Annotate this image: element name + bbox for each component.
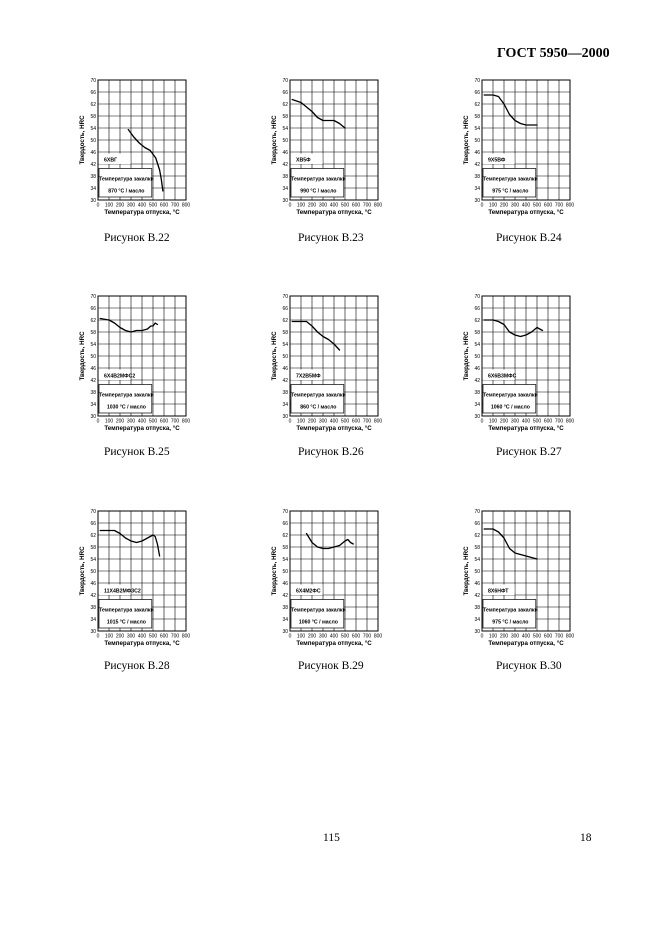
y-tick-label: 58: [282, 113, 288, 120]
y-tick-label: 30: [282, 413, 288, 420]
x-tick-label: 100: [488, 418, 498, 425]
y-axis-label: Твердость, HRC: [79, 115, 86, 165]
y-tick-label: 54: [282, 125, 288, 132]
caption-b27: Рисунок В.27: [496, 446, 562, 458]
x-tick-label: 600: [159, 418, 169, 425]
x-axis-label: Температура отпуска, °С: [104, 425, 180, 432]
y-tick-label: 58: [90, 113, 96, 120]
x-tick-label: 300: [510, 633, 520, 640]
x-tick-label: 400: [137, 633, 147, 640]
quench-temp-label: Температура закалки: [291, 392, 346, 399]
y-tick-label: 34: [474, 616, 480, 623]
x-tick-label: 600: [351, 202, 361, 209]
x-axis-label: Температура отпуска, °С: [104, 640, 180, 647]
x-axis-label: Температура отпуска, °С: [104, 209, 180, 216]
quench-temp-label: Температура закалки: [99, 392, 154, 399]
x-tick-label: 700: [554, 633, 564, 640]
chart-svg: [458, 77, 661, 216]
quench-temp-value: 975 °С / масло: [492, 188, 529, 195]
y-tick-label: 30: [90, 628, 96, 635]
x-tick-label: 600: [351, 633, 361, 640]
x-tick-label: 200: [499, 633, 509, 640]
y-tick-label: 42: [282, 161, 288, 168]
y-tick-label: 58: [90, 544, 96, 551]
y-tick-label: 70: [474, 293, 480, 300]
x-tick-label: 200: [499, 418, 509, 425]
x-axis-label: Температура отпуска, °С: [296, 640, 372, 647]
y-tick-label: 58: [282, 329, 288, 336]
x-tick-label: 100: [488, 202, 498, 209]
x-tick-label: 0: [288, 633, 292, 640]
x-tick-label: 400: [521, 418, 531, 425]
x-tick-label: 700: [362, 202, 372, 209]
x-tick-label: 0: [288, 418, 292, 425]
y-tick-label: 46: [90, 365, 96, 372]
y-tick-label: 30: [474, 628, 480, 635]
quench-temp-label: Температура закалки: [99, 607, 154, 614]
quench-temp-value: 975 °С / масло: [492, 619, 529, 626]
caption-b30: Рисунок В.30: [496, 660, 562, 672]
quench-temp-label: Температура закалки: [483, 607, 538, 614]
chart-b30: [458, 508, 661, 647]
y-tick-label: 38: [90, 389, 96, 396]
y-tick-label: 34: [90, 616, 96, 623]
y-tick-label: 50: [474, 137, 480, 144]
y-tick-label: 38: [90, 173, 96, 180]
x-axis-label: Температура отпуска, °С: [488, 425, 564, 432]
x-tick-label: 0: [480, 633, 484, 640]
y-tick-label: 30: [474, 413, 480, 420]
x-tick-label: 0: [96, 633, 100, 640]
quench-temp-label: Температура закалки: [483, 392, 538, 399]
chart-svg: [266, 293, 476, 432]
x-tick-label: 600: [543, 633, 553, 640]
y-tick-label: 34: [90, 401, 96, 408]
x-tick-label: 400: [521, 633, 531, 640]
x-tick-label: 600: [543, 418, 553, 425]
x-tick-label: 500: [148, 202, 158, 209]
x-tick-label: 0: [480, 418, 484, 425]
y-tick-label: 34: [282, 616, 288, 623]
page-number: 115: [323, 832, 340, 844]
x-tick-label: 300: [510, 418, 520, 425]
chart-b29: [266, 508, 476, 647]
x-tick-label: 400: [329, 418, 339, 425]
caption-b26: Рисунок В.26: [298, 446, 364, 458]
x-tick-label: 700: [170, 418, 180, 425]
y-tick-label: 30: [282, 628, 288, 635]
y-tick-label: 38: [474, 389, 480, 396]
y-tick-label: 62: [90, 101, 96, 108]
x-tick-label: 300: [510, 202, 520, 209]
x-axis-label: Температура отпуска, °С: [488, 640, 564, 647]
x-tick-label: 800: [565, 633, 575, 640]
x-tick-label: 300: [126, 418, 136, 425]
standard-title: ГОСТ 5950—2000: [497, 46, 610, 61]
y-tick-label: 42: [474, 377, 480, 384]
x-tick-label: 800: [373, 418, 383, 425]
x-tick-label: 100: [296, 202, 306, 209]
x-tick-label: 500: [532, 633, 542, 640]
x-tick-label: 800: [373, 202, 383, 209]
y-tick-label: 46: [282, 365, 288, 372]
y-tick-label: 34: [90, 185, 96, 192]
x-tick-label: 700: [170, 633, 180, 640]
y-tick-label: 38: [282, 173, 288, 180]
x-tick-label: 800: [181, 418, 191, 425]
y-tick-label: 38: [474, 173, 480, 180]
x-tick-label: 400: [521, 202, 531, 209]
caption-b28: Рисунок В.28: [104, 660, 170, 672]
x-tick-label: 500: [148, 418, 158, 425]
y-tick-label: 46: [474, 580, 480, 587]
y-tick-label: 66: [90, 520, 96, 527]
x-tick-label: 200: [115, 418, 125, 425]
y-tick-label: 70: [474, 508, 480, 515]
y-tick-label: 30: [474, 197, 480, 204]
y-tick-label: 54: [282, 556, 288, 563]
sheet-number: 18: [580, 832, 592, 844]
y-tick-label: 62: [282, 532, 288, 539]
quench-temp-value: 1060 °С / масло: [298, 619, 338, 626]
y-axis-label: Твердость, HRC: [271, 331, 278, 381]
steel-grade-label: ХВ5Ф: [296, 157, 311, 164]
x-axis-label: Температура отпуска, °С: [488, 209, 564, 216]
y-tick-label: 58: [474, 329, 480, 336]
y-tick-label: 46: [282, 580, 288, 587]
x-tick-label: 500: [340, 202, 350, 209]
x-tick-label: 500: [340, 418, 350, 425]
x-tick-label: 300: [318, 633, 328, 640]
y-tick-label: 54: [282, 341, 288, 348]
y-tick-label: 66: [90, 89, 96, 96]
x-tick-label: 700: [554, 202, 564, 209]
y-tick-label: 66: [474, 305, 480, 312]
x-tick-label: 700: [362, 418, 372, 425]
caption-b24: Рисунок В.24: [496, 232, 562, 244]
x-tick-label: 200: [115, 633, 125, 640]
quench-temp-label: Температура закалки: [291, 176, 346, 183]
quench-temp-label: Температура закалки: [291, 607, 346, 614]
y-tick-label: 50: [282, 137, 288, 144]
y-axis-label: Твердость, HRC: [79, 331, 86, 381]
y-tick-label: 38: [90, 604, 96, 611]
y-tick-label: 58: [282, 544, 288, 551]
caption-b23: Рисунок В.23: [298, 232, 364, 244]
x-tick-label: 100: [296, 418, 306, 425]
y-tick-label: 50: [474, 353, 480, 360]
y-tick-label: 38: [474, 604, 480, 611]
x-tick-label: 500: [148, 633, 158, 640]
steel-grade-label: 9Х5ВФ: [488, 157, 506, 164]
y-tick-label: 30: [90, 413, 96, 420]
y-tick-label: 62: [90, 532, 96, 539]
y-tick-label: 46: [282, 149, 288, 156]
y-tick-label: 54: [474, 341, 480, 348]
x-tick-label: 600: [543, 202, 553, 209]
x-tick-label: 800: [181, 633, 191, 640]
x-tick-label: 400: [137, 202, 147, 209]
steel-grade-label: 6Х6В3МФС: [488, 373, 517, 380]
x-tick-label: 100: [104, 202, 114, 209]
y-tick-label: 58: [474, 544, 480, 551]
y-tick-label: 62: [282, 101, 288, 108]
y-tick-label: 70: [282, 293, 288, 300]
x-tick-label: 300: [126, 202, 136, 209]
quench-temp-value: 870 °С / масло: [108, 188, 145, 195]
y-tick-label: 54: [90, 341, 96, 348]
hardness-curve: [292, 322, 339, 351]
y-tick-label: 46: [90, 580, 96, 587]
x-tick-label: 200: [115, 202, 125, 209]
x-tick-label: 500: [532, 202, 542, 209]
chart-svg: [266, 508, 476, 647]
x-tick-label: 400: [329, 202, 339, 209]
y-tick-label: 70: [90, 77, 96, 84]
y-tick-label: 34: [282, 185, 288, 192]
y-tick-label: 54: [90, 556, 96, 563]
y-tick-label: 34: [282, 401, 288, 408]
chart-b24: [458, 77, 661, 216]
x-tick-label: 0: [96, 418, 100, 425]
x-tick-label: 0: [96, 202, 100, 209]
chart-svg: [74, 77, 284, 216]
x-tick-label: 400: [329, 633, 339, 640]
y-axis-label: Твердость, HRC: [463, 331, 470, 381]
y-tick-label: 54: [90, 125, 96, 132]
y-tick-label: 66: [282, 305, 288, 312]
chart-b28: [74, 508, 284, 647]
y-tick-label: 42: [282, 592, 288, 599]
hardness-curve: [307, 534, 354, 549]
y-tick-label: 62: [90, 317, 96, 324]
quench-temp-value: 990 °С / масло: [300, 188, 337, 195]
y-tick-label: 66: [474, 89, 480, 96]
y-tick-label: 42: [90, 592, 96, 599]
y-tick-label: 50: [474, 568, 480, 575]
y-tick-label: 50: [282, 353, 288, 360]
x-tick-label: 200: [307, 202, 317, 209]
y-tick-label: 62: [474, 101, 480, 108]
y-tick-label: 66: [474, 520, 480, 527]
hardness-curve: [484, 529, 537, 559]
y-tick-label: 70: [282, 77, 288, 84]
x-tick-label: 100: [104, 418, 114, 425]
y-tick-label: 50: [90, 137, 96, 144]
x-tick-label: 300: [318, 418, 328, 425]
y-tick-label: 42: [282, 377, 288, 384]
steel-grade-label: 8Х6НФТ: [488, 588, 509, 595]
chart-svg: [74, 508, 284, 647]
y-tick-label: 30: [282, 197, 288, 204]
chart-b27: [458, 293, 661, 432]
y-tick-label: 34: [474, 401, 480, 408]
quench-temp-label: Температура закалки: [483, 176, 538, 183]
x-tick-label: 100: [296, 633, 306, 640]
chart-svg: [74, 293, 284, 432]
y-tick-label: 50: [90, 353, 96, 360]
y-tick-label: 42: [474, 592, 480, 599]
y-tick-label: 66: [90, 305, 96, 312]
x-tick-label: 800: [181, 202, 191, 209]
steel-grade-label: 6Х4М2ФС: [296, 588, 321, 595]
y-tick-label: 42: [474, 161, 480, 168]
y-tick-label: 46: [90, 149, 96, 156]
x-tick-label: 700: [554, 418, 564, 425]
x-tick-label: 200: [499, 202, 509, 209]
y-tick-label: 62: [474, 532, 480, 539]
quench-temp-value: 1015 °С / масло: [106, 619, 146, 626]
x-tick-label: 600: [159, 633, 169, 640]
x-tick-label: 0: [480, 202, 484, 209]
x-tick-label: 500: [340, 633, 350, 640]
quench-temp-value: 1060 °С / масло: [490, 404, 530, 411]
chart-b22: [74, 77, 284, 216]
y-tick-label: 70: [90, 293, 96, 300]
chart-b25: [74, 293, 284, 432]
caption-b22: Рисунок В.22: [104, 232, 170, 244]
x-tick-label: 500: [532, 418, 542, 425]
y-tick-label: 66: [282, 520, 288, 527]
x-tick-label: 800: [373, 633, 383, 640]
x-tick-label: 400: [137, 418, 147, 425]
y-tick-label: 70: [282, 508, 288, 515]
steel-grade-label: 6ХВГ: [104, 157, 118, 164]
x-tick-label: 100: [488, 633, 498, 640]
y-axis-label: Твердость, HRC: [463, 546, 470, 596]
x-tick-label: 700: [170, 202, 180, 209]
x-tick-label: 300: [126, 633, 136, 640]
y-axis-label: Твердость, HRC: [271, 546, 278, 596]
y-tick-label: 66: [282, 89, 288, 96]
hardness-curve: [484, 95, 537, 125]
x-tick-label: 800: [565, 202, 575, 209]
chart-b23: [266, 77, 476, 216]
y-tick-label: 70: [474, 77, 480, 84]
chart-svg: [458, 293, 661, 432]
x-axis-label: Температура отпуска, °С: [296, 425, 372, 432]
y-tick-label: 30: [90, 197, 96, 204]
chart-b26: [266, 293, 476, 432]
x-tick-label: 100: [104, 633, 114, 640]
x-tick-label: 200: [307, 633, 317, 640]
y-tick-label: 54: [474, 125, 480, 132]
y-tick-label: 34: [474, 185, 480, 192]
steel-grade-label: 11Х4В2МФ3С2: [104, 588, 141, 595]
x-tick-label: 600: [159, 202, 169, 209]
y-axis-label: Твердость, HRC: [463, 115, 470, 165]
quench-temp-value: 1030 °С / масло: [106, 404, 146, 411]
y-tick-label: 42: [90, 161, 96, 168]
y-tick-label: 42: [90, 377, 96, 384]
y-tick-label: 46: [474, 365, 480, 372]
x-tick-label: 200: [307, 418, 317, 425]
y-axis-label: Твердость, HRC: [79, 546, 86, 596]
steel-grade-label: 7Х2В5МФ: [296, 373, 321, 380]
y-tick-label: 50: [282, 568, 288, 575]
y-tick-label: 58: [90, 329, 96, 336]
y-tick-label: 38: [282, 389, 288, 396]
x-tick-label: 700: [362, 633, 372, 640]
y-tick-label: 62: [474, 317, 480, 324]
x-tick-label: 300: [318, 202, 328, 209]
y-tick-label: 58: [474, 113, 480, 120]
y-tick-label: 46: [474, 149, 480, 156]
y-tick-label: 70: [90, 508, 96, 515]
chart-svg: [458, 508, 661, 647]
chart-svg: [266, 77, 476, 216]
x-axis-label: Температура отпуска, °С: [296, 209, 372, 216]
y-axis-label: Твердость, HRC: [271, 115, 278, 165]
y-tick-label: 54: [474, 556, 480, 563]
quench-temp-label: Температура закалки: [99, 176, 154, 183]
x-tick-label: 0: [288, 202, 292, 209]
y-tick-label: 50: [90, 568, 96, 575]
steel-grade-label: 6Х4В2МФС2: [104, 373, 136, 380]
x-tick-label: 800: [565, 418, 575, 425]
caption-b29: Рисунок В.29: [298, 660, 364, 672]
y-tick-label: 38: [282, 604, 288, 611]
x-tick-label: 600: [351, 418, 361, 425]
y-tick-label: 62: [282, 317, 288, 324]
quench-temp-value: 860 °С / масло: [300, 404, 337, 411]
caption-b25: Рисунок В.25: [104, 446, 170, 458]
